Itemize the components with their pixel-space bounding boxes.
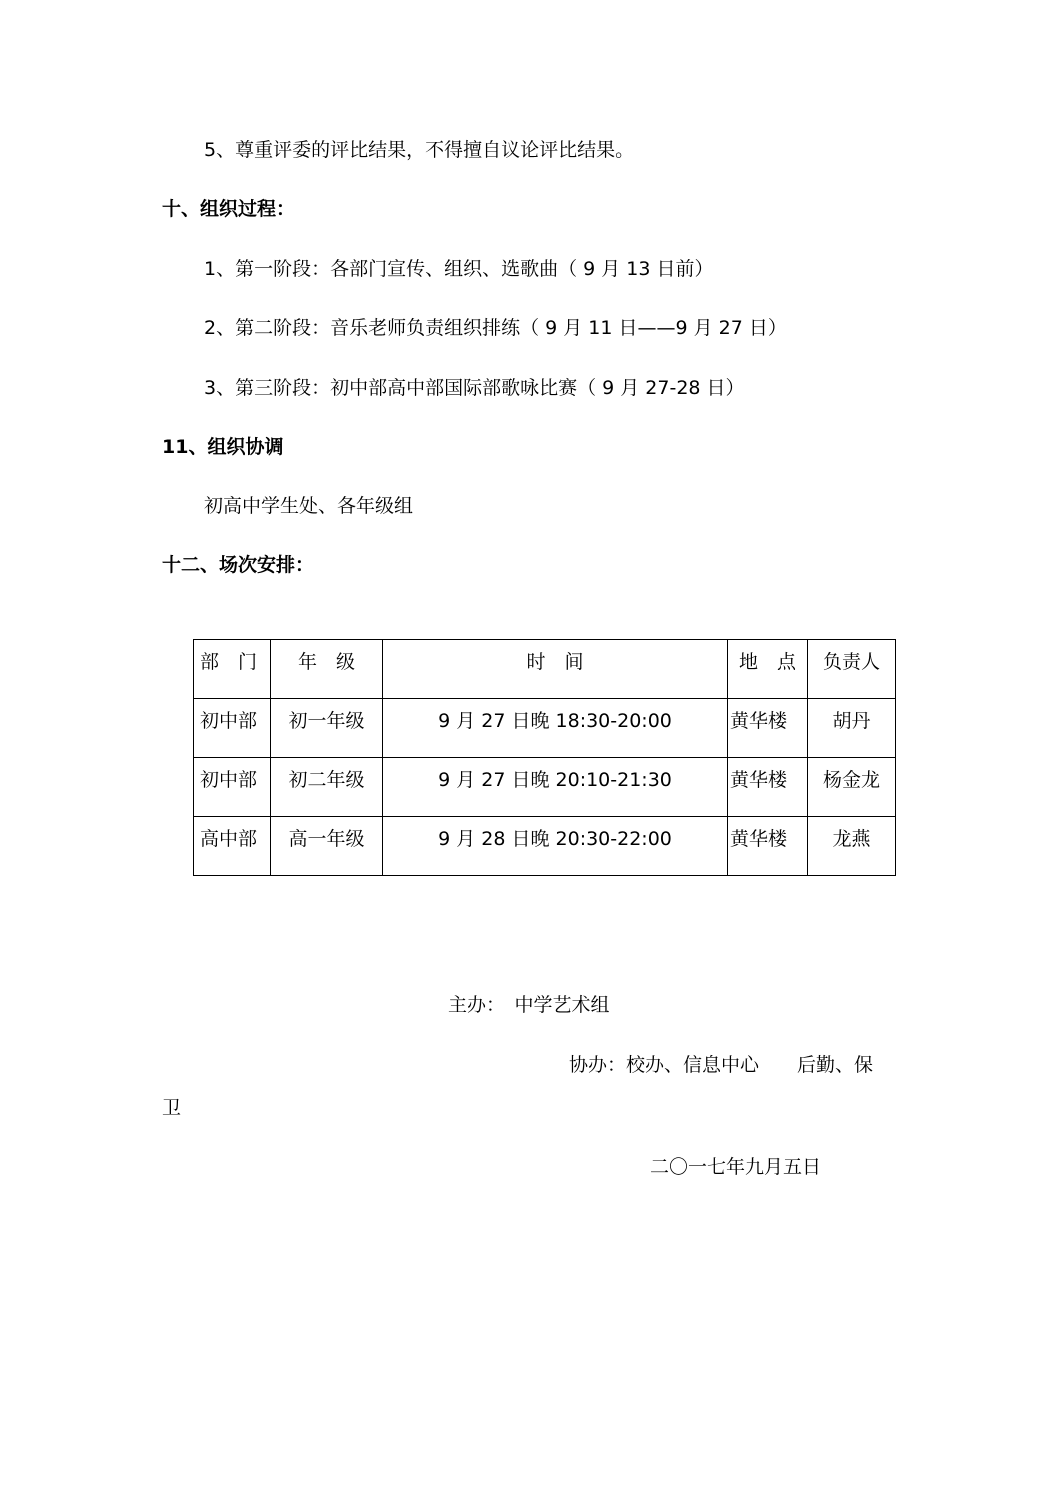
cell-location: 黄华楼 xyxy=(728,758,808,817)
header-location: 地 点 xyxy=(728,640,808,699)
section-12-heading: 十二、场次安排： xyxy=(162,554,315,576)
cell-department: 高中部 xyxy=(194,817,271,876)
process-step-1: 1、第一阶段：各部门宣传、组织、选歌曲（ 9 月 13 日前） xyxy=(204,258,714,280)
cell-department: 初中部 xyxy=(194,758,271,817)
cell-department: 初中部 xyxy=(194,699,271,758)
coordination-body: 初高中学生处、各年级组 xyxy=(204,495,414,517)
table-row xyxy=(194,699,896,758)
organizer: 主办： 中学艺术组 xyxy=(448,994,610,1016)
cell-grade: 初二年级 xyxy=(271,758,383,817)
cell-location: 黄华楼 xyxy=(728,699,808,758)
cell-time: 9 月 27 日晚 18:30-20:00 xyxy=(383,699,728,758)
cell-grade: 初一年级 xyxy=(271,699,383,758)
cell-time: 9 月 27 日晚 20:10-21:30 xyxy=(383,758,728,817)
document-date: 二〇一七年九月五日 xyxy=(650,1156,822,1178)
cell-person-in-charge: 杨金龙 xyxy=(808,758,896,817)
cell-location: 黄华楼 xyxy=(728,817,808,876)
co-organizer-continued: 卫 xyxy=(162,1097,182,1119)
cell-grade: 高一年级 xyxy=(271,817,383,876)
table-row xyxy=(194,758,896,817)
header-grade: 年 级 xyxy=(271,640,383,699)
schedule-table xyxy=(193,639,896,876)
cell-person-in-charge: 胡丹 xyxy=(808,699,896,758)
section-10-heading: 十、组织过程： xyxy=(162,198,296,220)
rule-5: 5、尊重评委的评比结果，不得擅自议论评比结果。 xyxy=(204,139,635,161)
co-organizer: 协办：校办、信息中心 后勤、保 xyxy=(569,1054,874,1076)
table-header-row xyxy=(194,640,896,699)
header-department: 部 门 xyxy=(194,640,271,699)
process-step-2: 2、第二阶段：音乐老师负责组织排练（ 9 月 11 日——9 月 27 日） xyxy=(204,317,787,339)
process-step-3: 3、第三阶段：初中部高中部国际部歌咏比赛（ 9 月 27-28 日） xyxy=(204,377,745,399)
header-person-in-charge: 负责人 xyxy=(808,640,896,699)
cell-person-in-charge: 龙燕 xyxy=(808,817,896,876)
cell-time: 9 月 28 日晚 20:30-22:00 xyxy=(383,817,728,876)
section-11-heading: 11、组织协调 xyxy=(162,436,284,458)
table-row xyxy=(194,817,896,876)
header-time: 时 间 xyxy=(383,640,728,699)
